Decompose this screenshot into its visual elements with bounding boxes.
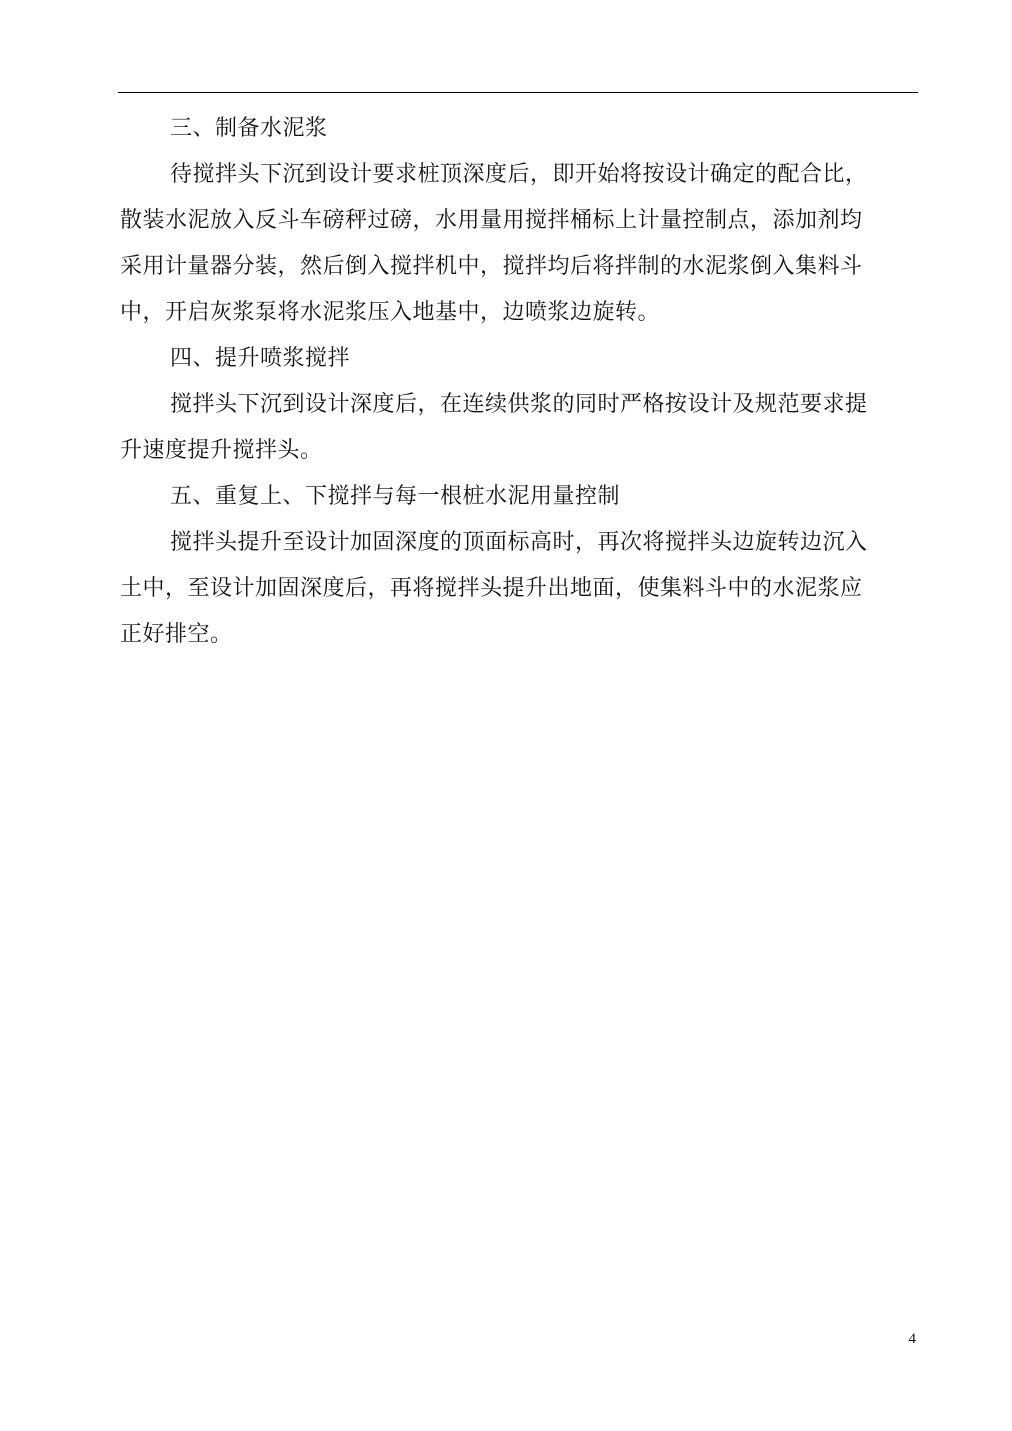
document-body [120,106,910,658]
header-rule [118,92,918,93]
page-number: 4 [908,1331,916,1347]
paragraph-line: 散装水泥放入反斗车磅秤过磅，水用量用搅拌桶标上计量控制点，添加剂均 [120,208,863,233]
paragraph-line: 中，开启灰浆泵将水泥浆压入地基中，边喷浆边旋转。 [120,300,661,325]
paragraph-line: 采用计量器分装，然后倒入搅拌机中，搅拌均后将拌制的水泥浆倒入集料斗 [120,254,863,279]
paragraph-line: 正好排空。 [120,622,233,647]
section-heading-4: 四、提升喷浆搅拌 [170,346,351,371]
section-heading-5: 五、重复上、下搅拌与每一根桩水泥用量控制 [170,484,621,509]
paragraph-line: 搅拌头下沉到设计深度后，在连续供浆的同时严格按设计及规范要求提 [170,392,868,417]
paragraph-line: 搅拌头提升至设计加固深度的顶面标高时，再次将搅拌头边旋转边沉入 [170,530,868,555]
paragraph-line: 待搅拌头下沉到设计要求桩顶深度后，即开始将按设计确定的配合比， [170,162,868,187]
paragraph-line: 土中，至设计加固深度后，再将搅拌头提升出地面，使集料斗中的水泥浆应 [120,576,863,601]
paragraph-line: 升速度提升搅拌头。 [120,438,323,463]
section-heading-3: 三、制备水泥浆 [170,116,328,141]
